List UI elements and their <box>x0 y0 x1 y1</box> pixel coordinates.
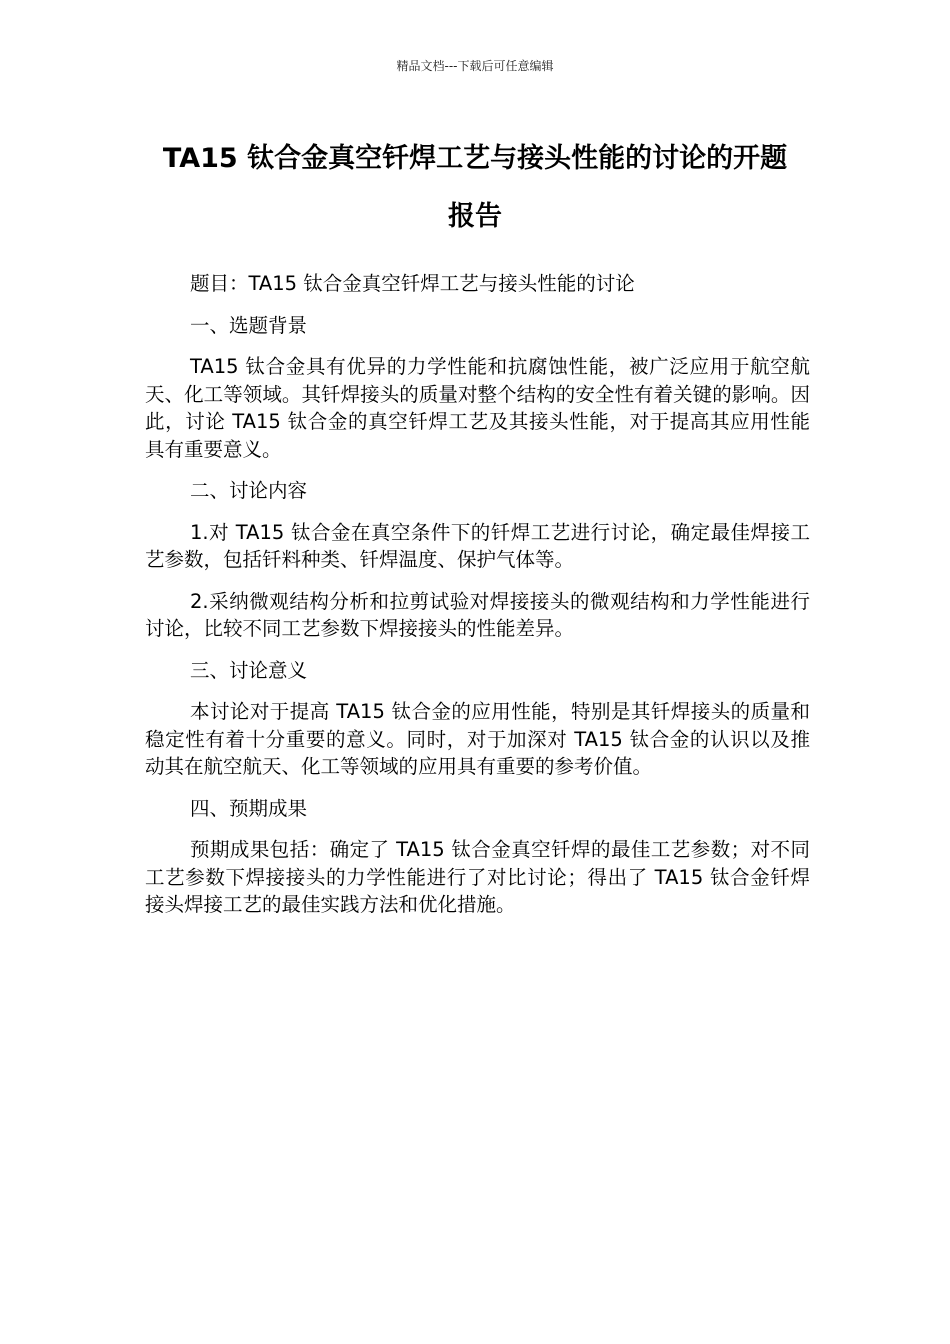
section-heading-content: 二、讨论内容 <box>190 479 308 502</box>
title-line-2: 报告 <box>448 201 502 232</box>
title-line-1: TA15 钛合金真空钎焊工艺与接头性能的讨论的开题 <box>162 143 788 174</box>
document-title <box>140 130 810 246</box>
significance-paragraph: 本讨论对于提高 TA15 钛合金的应用性能，特别是其钎焊接头的质量和稳定性有着十分重要的意义。同时，对于加深对 TA15 钛合金的认识以及推动其在航空航天、化工等领域的应用具有重要的参考价值。 <box>145 700 810 778</box>
content-item-2: 2.采纳微观结构分析和拉剪试验对焊接接头的微观结构和力学性能进行讨论，比较不同工艺参数下焊接接头的性能差异。 <box>145 589 810 640</box>
section-heading-expected: 四、预期成果 <box>190 796 308 820</box>
page-header-note: 精品文档---下载后可任意编辑 <box>396 59 554 73</box>
document-body <box>145 270 810 933</box>
expected-paragraph: 预期成果包括：确定了 TA15 钛合金真空钎焊的最佳工艺参数；对不同工艺参数下焊接接头的力学性能进行了对比讨论；得出了 TA15 钛合金钎焊接头焊接工艺的最佳实践方法和优化措施。 <box>145 838 810 916</box>
section-heading-significance: 三、讨论意义 <box>190 658 308 682</box>
section-heading-background: 一、选题背景 <box>190 313 308 337</box>
topic-line: 题目：TA15 钛合金真空钎焊工艺与接头性能的讨论 <box>190 272 635 295</box>
background-paragraph: TA15 钛合金具有优异的力学性能和抗腐蚀性能，被广泛应用于航空航天、化工等领域。其钎焊接头的质量对整个结构的安全性有着关键的影响。因此，讨论 TA15 钛合金的真空钎焊工艺及其接头性能，对于提高其应用性能具有重要意义。 <box>145 355 810 461</box>
content-item-1: 1.对 TA15 钛合金在真空条件下的钎焊工艺进行讨论，确定最佳焊接工艺参数，包括钎料种类、钎焊温度、保护气体等。 <box>145 520 810 571</box>
